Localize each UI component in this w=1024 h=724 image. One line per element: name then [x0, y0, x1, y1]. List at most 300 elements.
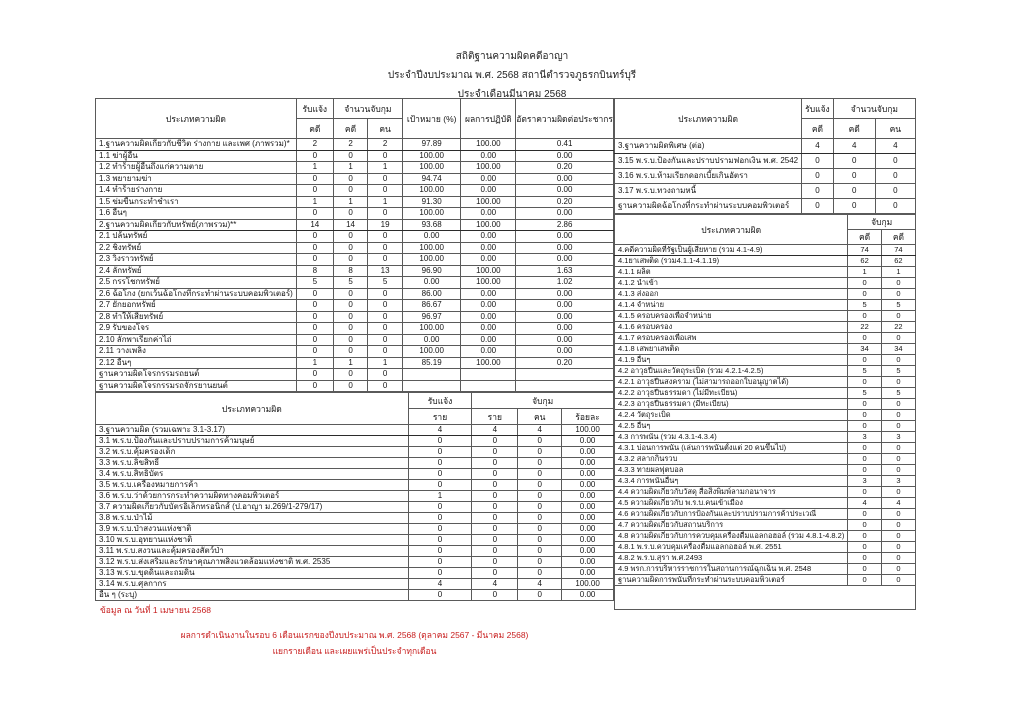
table-row: [615, 377, 916, 388]
table-row: [615, 154, 916, 169]
offense-value: 0.20: [516, 162, 614, 174]
offense-value: 100.00: [562, 579, 614, 590]
table-row: [615, 432, 916, 443]
offense-value: 0: [833, 154, 875, 169]
offense-value: 0: [518, 546, 562, 557]
footer-note-line1: ผลการดำเนินงานในรอบ 6 เดือนแรกของปีงบประมาณ พ.ศ. 2568 (ตุลาคม 2567 - มีนาคม 2568): [180, 630, 529, 640]
offense-value: 0: [296, 300, 333, 312]
offense-value: 100.00: [461, 277, 516, 289]
offense-value: 0: [408, 502, 472, 513]
col-header-rate: อัตราความผิดต่อประชากร: [516, 99, 614, 139]
offense-value: 0: [518, 436, 562, 447]
offense-value: 4: [408, 425, 472, 436]
offense-value: 100.00: [402, 162, 460, 174]
offense-value: 0: [875, 154, 915, 169]
offense-label: 1.3 พยายามฆ่า: [96, 173, 297, 185]
offense-value: 2: [296, 139, 333, 151]
offense-value: [402, 369, 460, 381]
offense-table-special-continued: [614, 98, 916, 214]
offense-value: 0.00: [402, 334, 460, 346]
offense-value: 0: [408, 513, 472, 524]
offense-label: 4.1.7 ครอบครองเพื่อเสพ: [615, 333, 848, 344]
offense-value: 0.00: [562, 513, 614, 524]
offense-label: 2.12 อื่นๆ: [96, 357, 297, 369]
offense-value: 4: [472, 579, 518, 590]
offense-value: 0: [802, 199, 834, 214]
table-row: [96, 380, 614, 392]
offense-value: 100.00: [402, 150, 460, 162]
offense-value: 0.00: [562, 590, 614, 601]
offense-value: 1: [296, 196, 333, 208]
offense-label: 4.3.3 ทายผลฟุตบอล: [615, 465, 848, 476]
table-row: [96, 254, 614, 266]
offense-value: 100.00: [461, 139, 516, 151]
offense-label: 4.1.4 จำหน่าย: [615, 300, 848, 311]
offense-value: 0: [833, 184, 875, 199]
offense-table-body: [96, 425, 614, 601]
offense-value: 0.00: [562, 447, 614, 458]
offense-value: 0.00: [516, 346, 614, 358]
table-row: [96, 265, 614, 277]
table-row: [96, 346, 614, 358]
offense-value: 13: [368, 265, 403, 277]
offense-value: 0: [333, 173, 368, 185]
offense-value: 0: [881, 377, 915, 388]
offense-value: 0: [848, 410, 881, 421]
offense-value: 1.63: [516, 265, 614, 277]
table-row: [615, 465, 916, 476]
offense-label: 1.5 ข่มขืนกระทำชำเรา: [96, 196, 297, 208]
offense-value: 4: [875, 139, 915, 154]
offense-label: 4.8.1 พ.ร.บ.ควบคุมเครื่องดื่มแอลกอฮอล์ พ.ศ. 2551: [615, 542, 848, 553]
offense-value: 0.00: [562, 436, 614, 447]
offense-value: 0.00: [461, 254, 516, 266]
col-header-offense-type: ประเภทความผิด: [615, 99, 802, 139]
offense-label: 4.1.8 เสพยาเสพติด: [615, 344, 848, 355]
offense-value: 0.00: [461, 208, 516, 220]
offense-value: 2.86: [516, 219, 614, 231]
unit-header-rai: ราย: [408, 409, 472, 425]
offense-value: 0: [848, 289, 881, 300]
offense-value: 0: [881, 509, 915, 520]
offense-value: 0: [518, 447, 562, 458]
offense-value: 74: [848, 245, 881, 256]
offense-table-state-victim: [614, 214, 916, 586]
offense-value: 0: [848, 487, 881, 498]
offense-label: 4.1.3 ส่งออก: [615, 289, 848, 300]
col-header-arrest-count: จำนวนจับกุม: [333, 99, 402, 119]
offense-label: 4.1.2 นำเข้า: [615, 278, 848, 289]
col-header-arrest: จับกุม: [472, 393, 614, 409]
offense-value: 1: [333, 357, 368, 369]
table-row: [96, 469, 614, 480]
offense-table-special-acts: [95, 392, 614, 601]
offense-value: 62: [881, 256, 915, 267]
offense-label: 4.8 ความผิดเกี่ยวกับการควบคุมเครื่องดื่มแอลกอฮอล์ (รวม 4.8.1-4.8.2): [615, 531, 848, 542]
offense-label: 3.7 ความผิดเกี่ยวกับบัตรอิเล็กทรอนิกส์ (ป.อาญา ม.269/1-279/17): [96, 502, 409, 513]
offense-value: 0: [333, 208, 368, 220]
data-as-of-note: ข้อมูล ณ วันที่ 1 เมษายน 2568: [100, 605, 211, 615]
offense-value: [516, 369, 614, 381]
offense-value: 0: [848, 553, 881, 564]
offense-value: 0: [333, 185, 368, 197]
table-row: [96, 557, 614, 568]
offense-value: 0.00: [562, 524, 614, 535]
offense-value: 0: [848, 443, 881, 454]
offense-value: 0.00: [516, 150, 614, 162]
table-row: [96, 334, 614, 346]
table-row: [96, 491, 614, 502]
offense-value: 22: [881, 322, 915, 333]
table-row: [615, 487, 916, 498]
table-row: [615, 169, 916, 184]
offense-value: 0: [368, 208, 403, 220]
table-row: [615, 267, 916, 278]
table-row: [96, 196, 614, 208]
offense-value: 0: [296, 173, 333, 185]
offense-label: 2.1 ปล้นทรัพย์: [96, 231, 297, 243]
offense-value: 0.00: [562, 557, 614, 568]
offense-value: 0: [296, 334, 333, 346]
table-row: [96, 311, 614, 323]
offense-label: 4.1.5 ครอบครองเพื่อจำหน่าย: [615, 311, 848, 322]
offense-label: 3.2 พ.ร.บ.คุ้มครองเด็ก: [96, 447, 409, 458]
offense-value: 0.00: [402, 277, 460, 289]
offense-value: 85.19: [402, 357, 460, 369]
offense-value: 0: [472, 447, 518, 458]
offense-value: 62: [848, 256, 881, 267]
table-row: [96, 277, 614, 289]
report-title-line3: ประจำเดือนมีนาคม 2568: [457, 89, 567, 100]
offense-value: 34: [881, 344, 915, 355]
offense-value: 34: [848, 344, 881, 355]
offense-value: 0: [848, 278, 881, 289]
left-column: [95, 98, 614, 601]
table-row: [615, 388, 916, 399]
offense-value: 1: [408, 491, 472, 502]
offense-value: 0.00: [516, 323, 614, 335]
offense-value: 4: [881, 498, 915, 509]
offense-value: 0.00: [516, 300, 614, 312]
offense-value: 0: [296, 254, 333, 266]
offense-value: 3: [881, 476, 915, 487]
offense-label: 4.2.1 อาวุธปืนสงคราม (ไม่สามารถออกใบอนุญาตได้): [615, 377, 848, 388]
offense-value: 0: [296, 346, 333, 358]
offense-value: 4: [472, 425, 518, 436]
offense-label: 4.1ยาเสพติด (รวม4.1.1-4.1.19): [615, 256, 848, 267]
offense-value: 5: [333, 277, 368, 289]
offense-value: 4: [408, 579, 472, 590]
offense-value: 0: [408, 535, 472, 546]
table-row: [615, 139, 916, 154]
unit-header-person: คน: [518, 409, 562, 425]
col-header-offense-type: ประเภทความผิด: [615, 215, 848, 245]
offense-label: 4.6 ความผิดเกี่ยวกับการป้องกันและปราบปรามการค้าประเวณี: [615, 509, 848, 520]
offense-value: 0: [333, 254, 368, 266]
table-row: [96, 219, 614, 231]
offense-value: 0.00: [461, 242, 516, 254]
offense-value: 4: [518, 579, 562, 590]
offense-label: 2.11 วางเพลิง: [96, 346, 297, 358]
offense-value: 5: [296, 277, 333, 289]
offense-label: 2.4 ลักทรัพย์: [96, 265, 297, 277]
offense-value: 8: [296, 265, 333, 277]
offense-value: 0.41: [516, 139, 614, 151]
offense-value: 0.00: [562, 535, 614, 546]
offense-label: 2.9 รับของโจร: [96, 323, 297, 335]
offense-label: 4.คดีความผิดที่รัฐเป็นผู้เสียหาย (รวม 4.1-4.9): [615, 245, 848, 256]
table-row: [96, 436, 614, 447]
offense-value: 5: [881, 300, 915, 311]
offense-label: 3.16 พ.ร.บ.ห้ามเรียกดอกเบี้ยเกินอัตรา: [615, 169, 802, 184]
offense-value: 0: [802, 169, 834, 184]
offense-value: 0: [368, 242, 403, 254]
offense-value: 0: [848, 542, 881, 553]
offense-value: 19: [368, 219, 403, 231]
tables-area: [95, 98, 916, 610]
table-row: [96, 568, 614, 579]
offense-value: 5: [881, 388, 915, 399]
offense-value: 0: [848, 377, 881, 388]
offense-value: 0: [881, 542, 915, 553]
table-row: [96, 425, 614, 436]
offense-value: 0: [875, 199, 915, 214]
col-header-arrest: จับกุม: [848, 215, 916, 230]
offense-value: 5: [848, 366, 881, 377]
offense-value: 0: [881, 465, 915, 476]
offense-value: 0.00: [516, 173, 614, 185]
offense-label: 1.2 ทำร้ายผู้อื่นถึงแก่ความตาย: [96, 162, 297, 174]
offense-value: 0: [848, 465, 881, 476]
offense-value: 0: [296, 185, 333, 197]
offense-value: 0: [368, 323, 403, 335]
offense-value: 4: [518, 425, 562, 436]
offense-label: 4.2.5 อื่นๆ: [615, 421, 848, 432]
offense-label: 4.8.2 พ.ร.บ.สุรา พ.ศ.2493: [615, 553, 848, 564]
offense-label: 3.13 พ.ร.บ.ขุดดินและถมดิน: [96, 568, 409, 579]
unit-header-case: คดี: [296, 119, 333, 139]
offense-value: 1: [368, 357, 403, 369]
offense-value: 0: [881, 333, 915, 344]
offense-value: 0: [408, 568, 472, 579]
col-header-arrest-count: จำนวนจับกุม: [833, 99, 915, 119]
offense-value: 0: [881, 311, 915, 322]
offense-value: 0: [881, 355, 915, 366]
col-header-reported: รับแจ้ง: [408, 393, 472, 409]
offense-value: 100.00: [461, 162, 516, 174]
table-row: [615, 366, 916, 377]
table-row: [96, 369, 614, 381]
offense-value: [516, 380, 614, 392]
col-header-reported: รับแจ้ง: [802, 99, 834, 119]
offense-label: 2.6 ฉ้อโกง (ยกเว้นฉ้อโกงที่กระทำผ่านระบบคอมพิวเตอร์): [96, 288, 297, 300]
offense-value: 2: [333, 139, 368, 151]
offense-value: 0: [472, 480, 518, 491]
unit-header-case: คดี: [833, 119, 875, 139]
offense-value: 0: [881, 278, 915, 289]
table-row: [615, 553, 916, 564]
offense-value: 0: [408, 458, 472, 469]
offense-value: 0: [408, 436, 472, 447]
table-row: [615, 421, 916, 432]
offense-value: 0.00: [461, 185, 516, 197]
table-row: [615, 300, 916, 311]
offense-value: 0.00: [516, 185, 614, 197]
table-row: [96, 150, 614, 162]
offense-value: 0.00: [461, 150, 516, 162]
offense-value: 0: [848, 355, 881, 366]
offense-label: ฐานความผิดโจรกรรมรถยนต์: [96, 369, 297, 381]
offense-value: 100.00: [461, 357, 516, 369]
table-row: [96, 535, 614, 546]
offense-value: 0: [333, 334, 368, 346]
offense-value: 0: [368, 300, 403, 312]
table-row: [615, 199, 916, 214]
offense-value: 3: [848, 476, 881, 487]
offense-value: 0: [333, 311, 368, 323]
offense-label: ฐานความผิดฉ้อโกงที่กระทำผ่านระบบคอมพิวเตอร์: [615, 199, 802, 214]
offense-value: 0.00: [516, 288, 614, 300]
offense-label: 3.8 พ.ร.บ.ป่าไม้: [96, 513, 409, 524]
offense-value: 1: [368, 196, 403, 208]
offense-label: 4.3.4 การพนันอื่นๆ: [615, 476, 848, 487]
offense-value: 0.20: [516, 196, 614, 208]
offense-value: 86.00: [402, 288, 460, 300]
footer-note-line2: แยกรายเดือน และเผยแพร่เป็นประจำทุกเดือน: [272, 646, 437, 656]
offense-label: 3.17 พ.ร.บ.ทวงถามหนี้: [615, 184, 802, 199]
offense-value: 100.00: [402, 208, 460, 220]
offense-value: 0: [518, 557, 562, 568]
offense-value: 100.00: [461, 196, 516, 208]
offense-value: 94.74: [402, 173, 460, 185]
offense-value: 0: [848, 564, 881, 575]
offense-value: 14: [333, 219, 368, 231]
offense-value: 22: [848, 322, 881, 333]
offense-label: 3.ฐานความผิดพิเศษ (ต่อ): [615, 139, 802, 154]
report-title-line2: ประจำปีงบประมาณ พ.ศ. 2568 สถานีตำรวจภูธรกบินทร์บุรี: [387, 70, 637, 81]
offense-value: 100.00: [402, 185, 460, 197]
offense-label: 4.2.3 อาวุธปืนธรรมดา (มีทะเบียน): [615, 399, 848, 410]
offense-value: 5: [848, 388, 881, 399]
offense-value: 5: [881, 366, 915, 377]
offense-value: 0: [518, 590, 562, 601]
offense-value: 0: [848, 311, 881, 322]
offense-value: 0: [848, 531, 881, 542]
offense-value: 0: [408, 524, 472, 535]
table-row: [96, 524, 614, 535]
offense-value: 2: [368, 139, 403, 151]
offense-value: 0.00: [461, 300, 516, 312]
offense-value: 0.00: [461, 173, 516, 185]
offense-value: 0: [472, 568, 518, 579]
table-row: [615, 355, 916, 366]
table-row: [615, 454, 916, 465]
offense-value: [402, 380, 460, 392]
offense-value: 3: [881, 432, 915, 443]
offense-value: [461, 380, 516, 392]
table-row: [615, 333, 916, 344]
table-row: [96, 208, 614, 220]
col-header-offense-type: ประเภทความผิด: [96, 99, 297, 139]
offense-label: 3.9 พ.ร.บ.ป่าสงวนแห่งชาติ: [96, 524, 409, 535]
offense-value: 0: [848, 399, 881, 410]
offense-value: 0: [848, 454, 881, 465]
table-row: [615, 476, 916, 487]
offense-value: 0: [333, 288, 368, 300]
offense-label: 2.7 ยักยอกทรัพย์: [96, 300, 297, 312]
offense-value: 96.97: [402, 311, 460, 323]
offense-value: 0: [848, 575, 881, 586]
table-row: [96, 231, 614, 243]
offense-value: 0.00: [562, 480, 614, 491]
offense-label: 1.ฐานความผิดเกี่ยวกับชีวิต ร่างกาย และเพศ (ภาพรวม)*: [96, 139, 297, 151]
offense-value: 0: [472, 557, 518, 568]
offense-value: 0: [408, 469, 472, 480]
offense-value: 100.00: [461, 219, 516, 231]
offense-value: 0: [472, 436, 518, 447]
table-row: [615, 531, 916, 542]
offense-value: 0: [848, 421, 881, 432]
offense-value: 0: [333, 346, 368, 358]
offense-value: [461, 369, 516, 381]
offense-value: 0: [333, 231, 368, 243]
offense-value: 100.00: [402, 323, 460, 335]
table-row: [615, 245, 916, 256]
table-row: [615, 542, 916, 553]
table-row: [96, 300, 614, 312]
offense-value: 0: [296, 231, 333, 243]
offense-value: 1: [296, 357, 333, 369]
offense-label: 3.4 พ.ร.บ.สิทธิบัตร: [96, 469, 409, 480]
offense-value: 0.00: [461, 288, 516, 300]
offense-value: 0: [333, 369, 368, 381]
offense-value: 0: [296, 242, 333, 254]
unit-header-case: คดี: [802, 119, 834, 139]
offense-value: 0: [296, 150, 333, 162]
offense-value: 0: [881, 564, 915, 575]
offense-value: 1: [881, 267, 915, 278]
offense-value: 0: [472, 590, 518, 601]
offense-value: 0: [368, 150, 403, 162]
table-row: [96, 357, 614, 369]
offense-value: 5: [368, 277, 403, 289]
offense-value: 86.67: [402, 300, 460, 312]
offense-value: 0: [472, 513, 518, 524]
offense-value: 0: [881, 575, 915, 586]
offense-value: 0: [333, 242, 368, 254]
report-title-block: [0, 47, 1024, 104]
offense-value: 0: [518, 480, 562, 491]
offense-label: 3.ฐานความผิด (รวมเฉพาะ 3.1-3.17): [96, 425, 409, 436]
offense-value: 0: [368, 311, 403, 323]
col-header-target: เป้าหมาย (%): [402, 99, 460, 139]
offense-value: 0: [875, 169, 915, 184]
offense-label: 2.10 ลักพาเรียกค่าไถ่: [96, 334, 297, 346]
offense-label: 2.2 ชิงทรัพย์: [96, 242, 297, 254]
offense-value: 0.00: [461, 311, 516, 323]
offense-value: 0: [333, 150, 368, 162]
table-row: [615, 520, 916, 531]
offense-value: 0: [881, 454, 915, 465]
offense-value: 0: [518, 469, 562, 480]
offense-value: 0.00: [516, 231, 614, 243]
table-row: [615, 256, 916, 267]
table-row: [96, 546, 614, 557]
offense-value: 0: [518, 502, 562, 513]
offense-value: 0: [875, 184, 915, 199]
offense-label: 2.ฐานความผิดเกี่ยวกับทรัพย์(ภาพรวม)**: [96, 219, 297, 231]
offense-value: 0.00: [516, 254, 614, 266]
